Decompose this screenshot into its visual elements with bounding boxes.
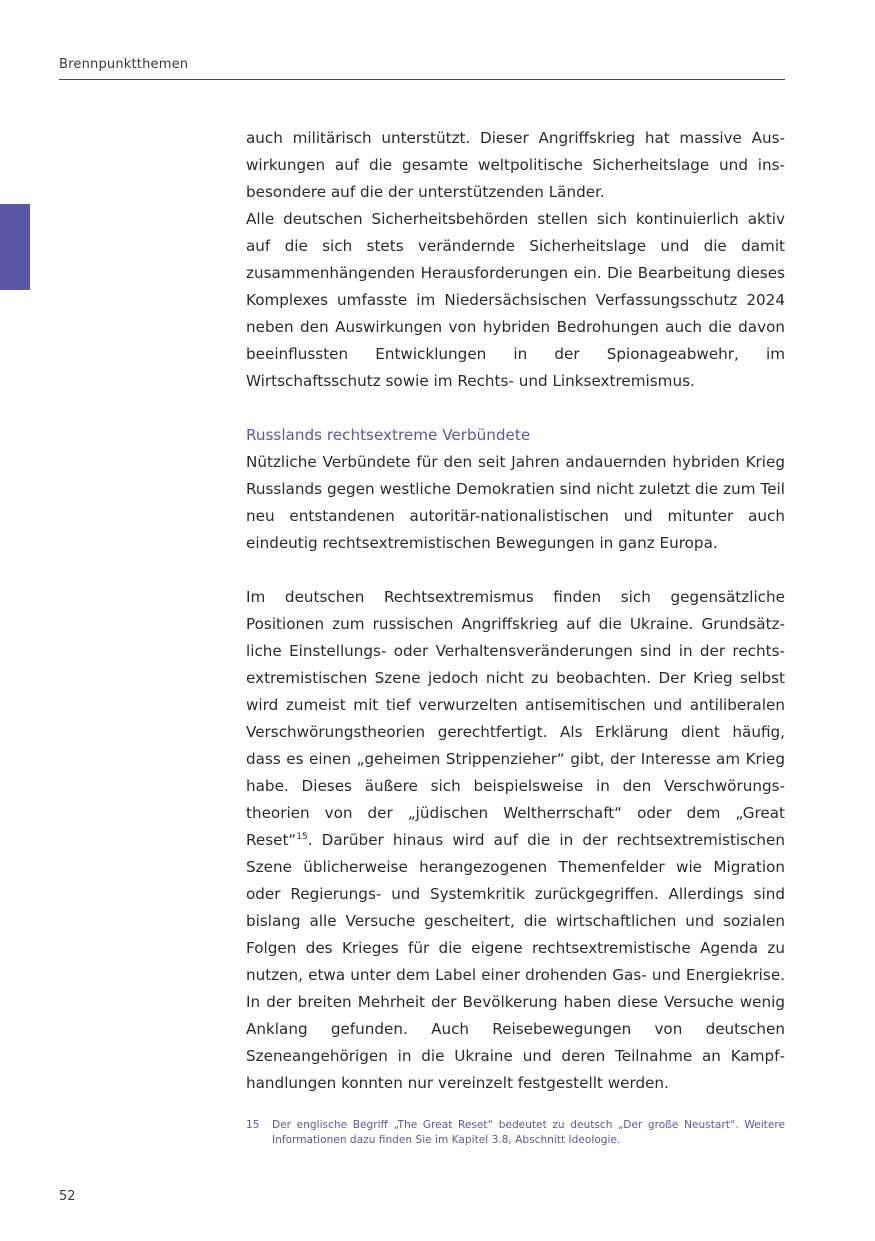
- running-header: Brennpunktthemen: [59, 57, 189, 72]
- chapter-side-tab: [0, 204, 30, 290]
- paragraph-3: Nützliche Verbündete für den seit Jahren andauernden hybriden Krieg Russlands gegen westliche Demokratien sind nicht zuletzt die zum Teil neu entstandenen autoritär-nationalistischen und mitunter auch eindeutig rechtsextremistischen Bewegungen in ganz Europa.: [246, 453, 785, 552]
- footnote-text: Der englische Begriff „The Great Reset“ bedeutet zu deutsch „Der große Neustart“. Weitere Informationen dazu finden Sie im Kapitel 3.8, Abschnitt Ideologie.: [272, 1119, 785, 1146]
- section-subheading: Russlands rechtsextreme Verbündete: [246, 426, 531, 444]
- paragraph-spacer: [246, 557, 785, 584]
- paragraph-2: Alle deutschen Sicherheitsbehörden stellen sich kontinuierlich aktiv auf die sich stets verändernde Sicherheitslage und die damit zusammenhängenden Herausforderungen ein. Die Bearbeitung dieses Komplexes umfasste im Niedersächsischen Verfassungsschutz 2024 neben den Auswirkungen von hybriden Bedrohungen auch die davon beeinflussten Entwicklungen in der Spionageabwehr, im Wirtschaftsschutz sowie im Rechts- und Linksextremismus.: [246, 210, 785, 390]
- main-text: [246, 125, 785, 1097]
- header-divider: [59, 79, 785, 80]
- footnote-number: 15: [246, 1119, 260, 1131]
- paragraph-4-part-1: Im deutschen Rechtsextremismus finden sich gegensätzliche Positionen zum russischen Angriffskrieg auf die Ukraine. Grundsätzliche Einstellungs- oder Verhaltensveränderungen sind in der rechtsextremistischen Szene jedoch nicht zu beobachten. Der Krieg selbst wird zumeist mit tief verwurzelten antisemitischen und antiliberalen Verschwörungstheorien gerechtfertigt. Als Erklärung dient häufig, dass es einen „geheimen Strippenzieher“ gibt, der Interesse am Krieg habe. Dieses äußere sich beispielsweise in den Verschwörungstheorien von der „jüdischen Weltherrschaft“ oder dem „Great Reset“: [246, 588, 785, 849]
- paragraph-4: [246, 584, 785, 1097]
- footnote: [246, 1118, 785, 1148]
- paragraph-spacer: [246, 395, 785, 422]
- paragraph-4-part-2: . Darüber hinaus wird auf die in der rechtsextremistischen Szene üblicherweise herangezogenen Themenfelder wie Migration oder Regierungs- und Systemkritik zurückgegriffen. Allerdings sind bislang alle Versuche gescheitert, die wirtschaftlichen und sozialen Folgen des Krieges für die eigene rechtsextremistische Agenda zu nutzen, etwa unter dem Label einer drohenden Gas- und Energiekrise. In der breiten Mehrheit der Bevölkerung haben diese Versuche wenig Anklang gefunden. Auch Reisebewegungen von deutschen Szeneangehörigen in die Ukraine und deren Teilnahme an Kampfhandlungen konnten nur vereinzelt festgestellt werden.: [246, 831, 785, 1092]
- paragraph-1: auch militärisch unterstützt. Dieser Angriffskrieg hat massive Auswirkungen auf die gesamte weltpolitische Sicherheitslage und insbesondere auf die der unterstützenden Länder.: [246, 129, 785, 201]
- footnote-reference[interactable]: 15: [296, 831, 308, 842]
- page-number: 52: [59, 1189, 76, 1204]
